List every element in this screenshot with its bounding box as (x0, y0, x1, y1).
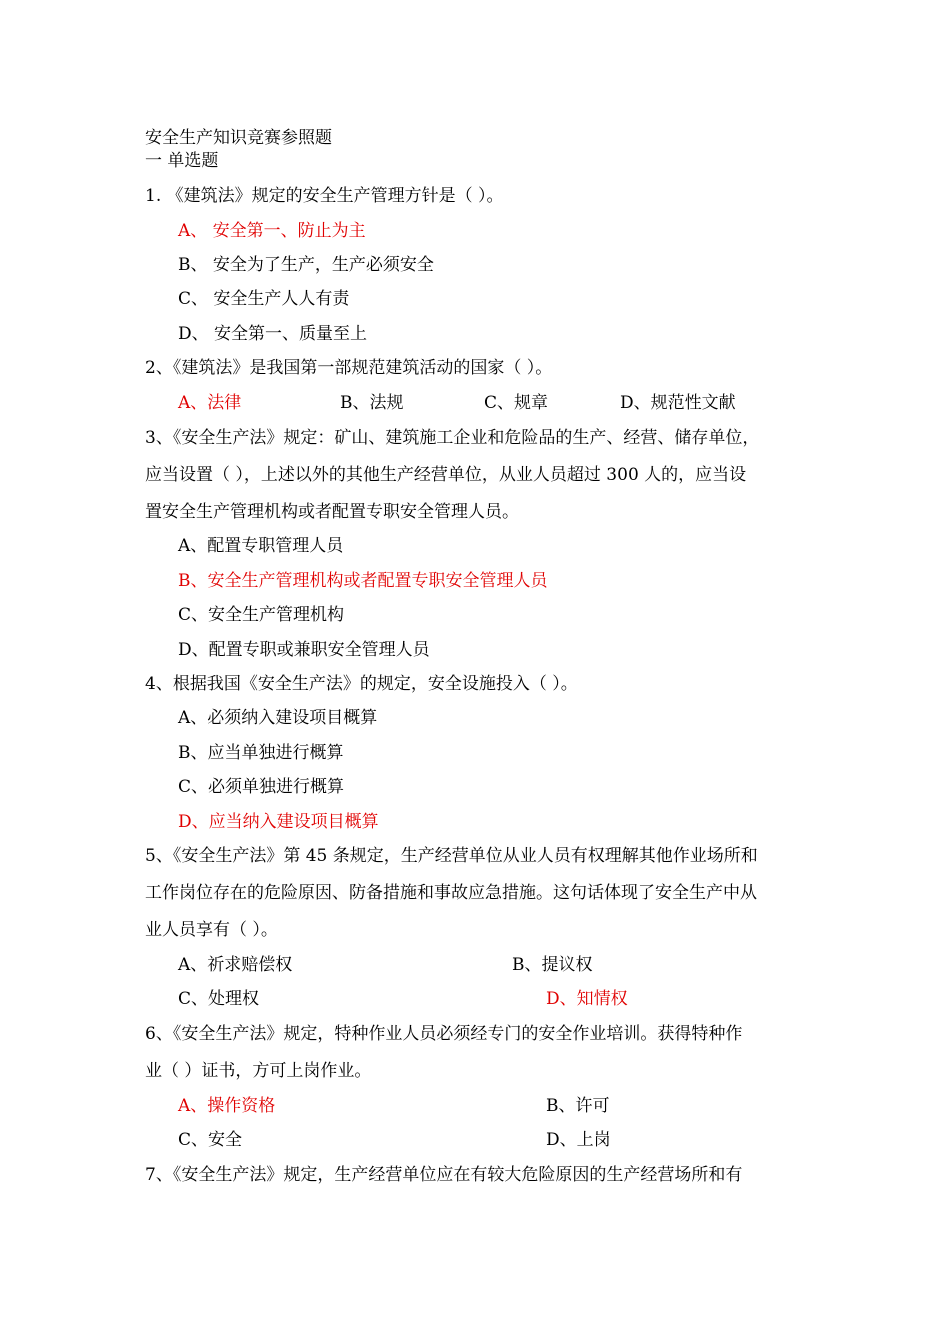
question-6-option-c: C、安全 (178, 1130, 243, 1150)
doc-title: 安全生产知识竞赛参照题 (145, 128, 332, 148)
question-3-option-b: B、安全生产管理机构或者配置专职安全管理人员 (178, 571, 548, 591)
question-2-option-c: C、规章 (484, 393, 549, 413)
question-4-option-d: D、应当纳入建设项目概算 (178, 812, 379, 832)
question-2-option-b: B、法规 (340, 393, 404, 413)
question-5-option-a: A、祈求赔偿权 (178, 955, 293, 975)
question-1-option-d: D、 安全第一、质量至上 (178, 324, 368, 344)
question-6-option-d: D、上岗 (546, 1130, 611, 1150)
question-1-option-a: A、 安全第一、防止为主 (178, 221, 366, 241)
question-3-option-c: C、安全生产管理机构 (178, 605, 345, 625)
question-5-stem-line-1: 5、《安全生产法》第 45 条规定，生产经营单位从业人员有权理解其他作业场所和 (145, 846, 758, 866)
question-2-option-a: A、法律 (178, 393, 242, 413)
question-6-stem-line-1: 6、《安全生产法》规定，特种作业人员必须经专门的安全作业培训。获得特种作 (145, 1024, 743, 1044)
question-3-stem-line-1: 3、《安全生产法》规定：矿山、建筑施工企业和危险品的生产、经营、储存单位， (145, 428, 760, 448)
question-3-stem-line-2: 应当设置（ ），上述以外的其他生产经营单位，从业人员超过 300 人的，应当设 (145, 465, 747, 485)
question-6-stem-line-2: 业（ ）证书，方可上岗作业。 (145, 1061, 372, 1081)
question-1-stem: 1. 《建筑法》规定的安全生产管理方针是（ ）。 (145, 186, 504, 206)
question-3-option-a: A、配置专职管理人员 (178, 536, 344, 556)
question-4-stem: 4、根据我国《安全生产法》的规定，安全设施投入（ ）。 (145, 674, 578, 694)
question-6-option-b: B、许可 (546, 1096, 610, 1116)
question-1-option-c: C、 安全生产人人有责 (178, 289, 350, 309)
question-3-option-d: D、配置专职或兼职安全管理人员 (178, 640, 430, 660)
question-6-option-a: A、操作资格 (178, 1096, 276, 1116)
question-2-stem: 2、《建筑法》是我国第一部规范建筑活动的国家（ ）。 (145, 358, 553, 378)
question-4-option-b: B、应当单独进行概算 (178, 743, 344, 763)
question-3-stem-line-3: 置安全生产管理机构或者配置专职安全管理人员。 (145, 502, 519, 522)
question-5-option-c: C、处理权 (178, 989, 260, 1009)
question-2-option-d: D、规范性文献 (620, 393, 736, 413)
question-4-option-c: C、必须单独进行概算 (178, 777, 345, 797)
question-5-stem-line-2: 工作岗位存在的危险原因、防备措施和事故应急措施。这句话体现了安全生产中从 (145, 883, 757, 903)
question-4-option-a: A、必须纳入建设项目概算 (178, 708, 378, 728)
question-5-option-d: D、知情权 (546, 989, 628, 1009)
question-5-option-b: B、提议权 (512, 955, 593, 975)
question-7-stem-line-1: 7、《安全生产法》规定，生产经营单位应在有较大危险原因的生产经营场所和有 (145, 1165, 743, 1185)
section-heading: 一 单选题 (145, 151, 219, 171)
question-1-option-b: B、 安全为了生产，生产必须安全 (178, 255, 434, 275)
question-5-stem-line-3: 业人员享有（ ）。 (145, 920, 278, 940)
